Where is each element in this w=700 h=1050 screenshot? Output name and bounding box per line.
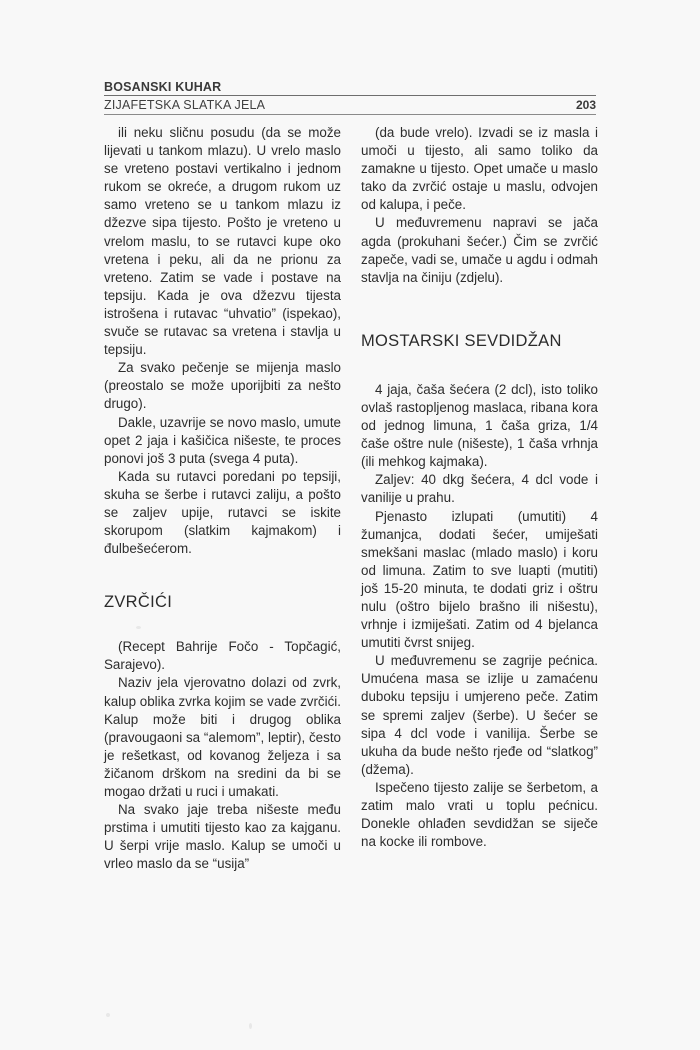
paragraph: Na svako jaje treba nišeste među prstima i umutiti tijesto kao za kajganu. U šerpi vrije maslo. Kalup se umoči u vrleo maslo da se “usija” <box>104 802 341 872</box>
paragraph: 4 jaja, čaša šećera (2 dcl), isto toliko ovlaš rastopljenog maslaca, ribana kora od jednog limuna, 1 čaša griza, 1/4 čaše oštre nule (nišeste), 1 čaša vrhnja (ili mehkog kajmaka). <box>361 381 598 470</box>
book-title: BOSANSKI KUHAR <box>104 80 222 94</box>
body-columns <box>104 124 598 873</box>
scan-speck <box>106 1013 110 1017</box>
right-column <box>361 124 598 873</box>
header-rule-lower <box>104 114 596 115</box>
paragraph: (Recept Bahrije Fočo - Topčagić, Sarajevo). <box>104 639 341 673</box>
recipe-heading-mostarski-sevdidzan: MOSTARSKI SEVDIDŽAN <box>361 331 562 350</box>
scan-speck <box>136 626 141 629</box>
page-number: 203 <box>575 98 596 112</box>
running-header <box>104 80 596 115</box>
recipe-heading-zvrcici: ZVRČIĆI <box>104 593 173 612</box>
paragraph: Zaljev: 40 dkg šećera, 4 dcl vode i vanilije u prahu. <box>361 472 598 506</box>
paragraph: Za svako pečenje se mijenja maslo (preostalo se može uporijbiti za nešto drugo). <box>104 360 341 412</box>
paragraph: Naziv jela vjerovatno dolazi od zvrk, kalup oblika zvrka kojim se vade zvrčići. Kalup može biti i drugog oblika (pravougaoni sa “alemom”, leptir), često je rešetkast, od kovanog željeza i sa žičanom drškom na sredini da bi se mogao držati u ruci i umakati. <box>104 675 341 799</box>
paragraph: Ispečeno tijesto zalije se šerbetom, a zatim malo vrati u toplu pećnicu. Donekle ohlađen sevdidžan se siječe na kocke ili rombove. <box>361 779 598 850</box>
paragraph: Kada su rutavci poredani po tepsiji, skuha se šerbe i rutavci zaliju, a pošto se zaljev upije, rutavci se iskite skorupom (slatkim kajmakom) i đulbešećerom. <box>104 468 341 557</box>
paragraph: ili neku sličnu posudu (da se može lijevati u tankom mlazu). U vrelo maslo se vreteno postavi vertikalno i jednom rukom se okreće, a drugom rukom uz samo vreteno se u tankom mlazu iz džezve sipa tijesto. Pošto je vreteno u vrelom maslu, to se rutavci kupe oko vretena i peku, ali da ne prionu za vreteno. Zatim se vade i postave na tepsiju. Kada je ova džezvu tijesta istrošena i rutavac “uhvatio” (ispekao), svuče se rutavac sa vretena i stavlja u tepsiju. <box>104 125 341 358</box>
paragraph: Pjenasto izlupati (umutiti) 4 žumanjca, dodati šećer, umiješati smekšani maslac (mlado maslo) i koru od limuna. Zatim to sve luapti (mutiti) još 15-20 minuta, te dodati griz i oštru nulu (oštro bijelo brašno ili nišestu), vrhnje i izmiješati. Zatim od 4 bjelanca umutiti čvrst snijeg. <box>361 508 598 651</box>
scan-speck <box>249 1023 252 1029</box>
paragraph: (da bude vrelo). Izvadi se iz masla i umoči u tijesto, ali samo toliko da zamakne u tijesto. Opet umače u maslo tako da zvrčić ostaje u maslu, odvojen od kalupa, i peče. <box>361 125 598 213</box>
paragraph: U međuvremenu napravi se jača agda (prokuhani šećer.) Čim se zvrčić zapeče, vadi se, umače u agdu i odmah stavlja na činiju (zdjelu). <box>361 215 598 285</box>
paragraph: U međuvremenu se zagrije pećnica. Umućena masa se izlije u zamaćenu duboku tepsiju i umjereno peče. Zatim se spremi zaljev (šerbe). U šećer se sipa 4 dcl vode i vanilija. Šerbe se ukuha da bude nešto rjeđe od “slatkog” (džema). <box>361 653 598 777</box>
left-column <box>104 124 341 873</box>
paragraph: Dakle, uzavrije se novo maslo, umute opet 2 jaja i kašičica nišeste, te proces ponovi još 3 puta (svega 4 puta). <box>104 414 341 466</box>
section-title: ZIJAFETSKA SLATKA JELA <box>104 98 266 112</box>
